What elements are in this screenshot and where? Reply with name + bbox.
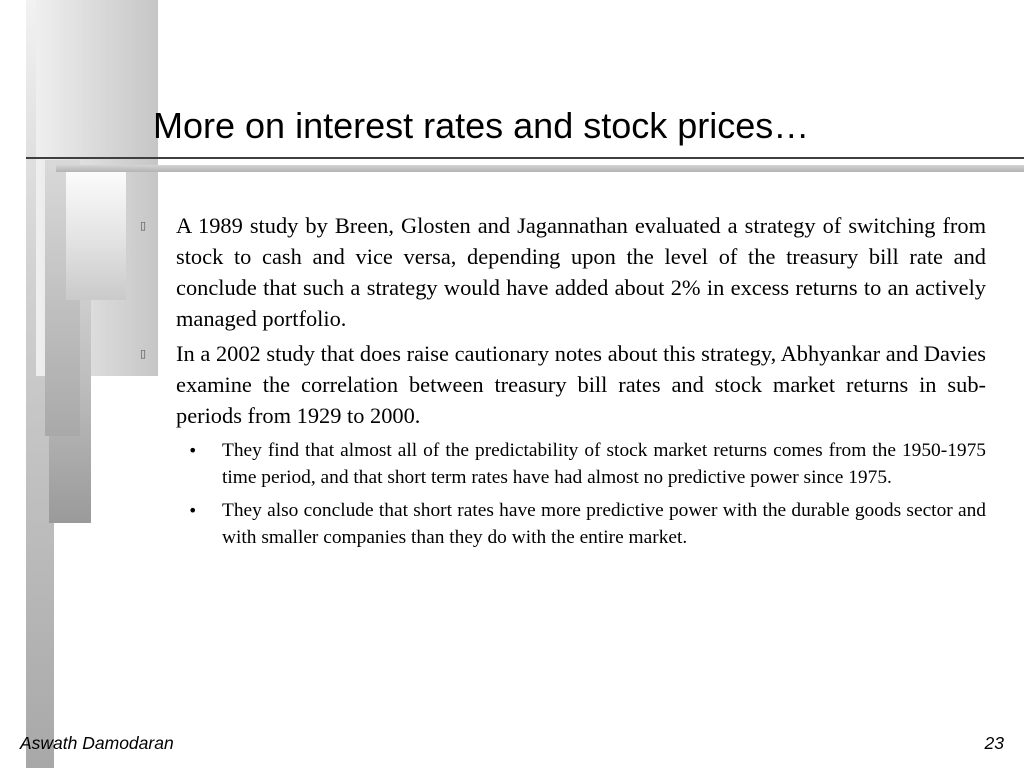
bullet-marker-icon: ▯	[140, 219, 147, 232]
footer-page-number: 23	[984, 733, 1004, 753]
bullet-marker-icon: ▯	[140, 347, 147, 360]
slide-body	[140, 210, 986, 555]
sub-bullet-dot-icon: •	[188, 501, 198, 520]
decor-bar	[66, 172, 126, 300]
bullet-item	[140, 338, 986, 431]
title-underbar	[56, 165, 1024, 172]
slide-title: More on interest rates and stock prices…	[153, 105, 810, 146]
sub-bullet-text: They also conclude that short rates have more predictive power with the durable goods sector and with smaller companies than they do with the entire market.	[222, 500, 986, 548]
footer-author: Aswath Damodaran	[20, 733, 174, 753]
sub-bullet-text: They find that almost all of the predictability of stock market returns comes from the 1950-1975 time period, and that short term rates have had almost no predictive power since 1975.	[222, 440, 986, 488]
bullet-item	[140, 210, 986, 334]
title-rule	[26, 157, 1024, 159]
sub-bullet-item	[188, 497, 986, 551]
bullet-text: A 1989 study by Breen, Glosten and Jagannathan evaluated a strategy of switching from stock to cash and vice versa, depending upon the level of the treasury bill rate and conclude that such a strategy would have added about 2% in excess returns to an actively managed portfolio.	[176, 213, 986, 331]
bullet-text: In a 2002 study that does raise cautionary notes about this strategy, Abhyankar and Davies examine the correlation between treasury bill rates and stock market returns in sub-periods from 1929 to 2000.	[176, 341, 986, 428]
sub-bullet-item	[188, 437, 986, 491]
sub-bullet-dot-icon: •	[188, 441, 198, 460]
